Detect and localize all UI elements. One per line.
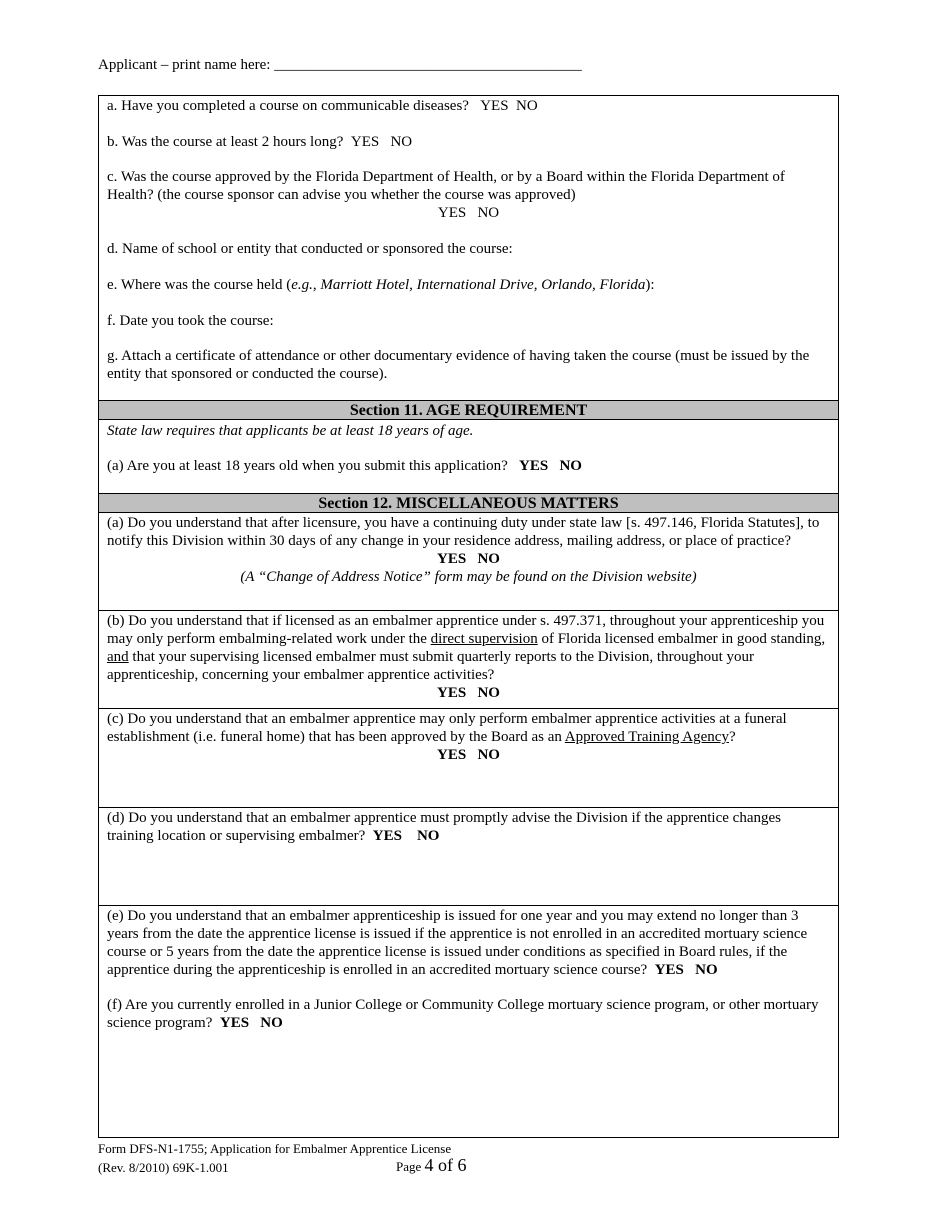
change-of-address-note: (A “Change of Address Notice” form may be found on the Division website) (240, 569, 697, 585)
section-11-question-a: (a) Are you at least 18 years old when you submit this application? YES NO (107, 458, 582, 474)
divider (99, 708, 838, 709)
course-question-g: g. Attach a certificate of attendance or other documentary evidence of having taken the course (must be issued by the entity that sponsored or conducted the course). (107, 348, 810, 382)
s12f-yes[interactable]: YES (219, 1015, 250, 1031)
divider (99, 610, 838, 611)
s12e-yes[interactable]: YES (654, 962, 684, 978)
section-12-question-a: (a) Do you understand that after licensure, you have a continuing duty under state law [s. 497.146, Florida Statutes], to notify this Division within 30 days of any change in your residence address, mailing address, or place of practice? YES NO (A “Change of Address Notice” form may be found on the Division website) (107, 514, 830, 586)
s12e-no[interactable]: NO (695, 962, 718, 978)
course-question-b: b. Was the course at least 2 hours long? YES NO (107, 134, 413, 150)
footer-page-number: Page 4 of 6 (396, 1155, 467, 1175)
age-yes[interactable]: YES (519, 458, 549, 474)
s12b-yes[interactable]: YES (437, 685, 467, 701)
section-12-header: Section 12. MISCELLANEOUS MATTERS (99, 493, 838, 513)
course-a-yes[interactable]: YES (480, 98, 509, 114)
section-12-question-c: (c) Do you understand that an embalmer apprentice may only perform embalmer apprentice activities at a funeral establishment (i.e. funeral home) that has been approved by the Board as an Approved Training Agency? YES NO (107, 711, 787, 763)
footer-revision: (Rev. 8/2010) 69K-1.001 (98, 1160, 229, 1175)
applicant-name-line[interactable]: Applicant – print name here: _________________________________________ (98, 57, 582, 73)
course-question-c: c. Was the course approved by the Florida Department of Health, or by a Board within the Florida Department of Health? (the course sponsor can advise you whether the course was approved) YES NO (107, 169, 785, 221)
s12b-no[interactable]: NO (477, 685, 500, 701)
form-frame (98, 95, 839, 1138)
course-b-yes[interactable]: YES (350, 134, 380, 150)
section-12-question-e: (e) Do you understand that an embalmer apprenticeship is issued for one year and you may extend no longer than 3 years from the date the apprentice license is issued if the apprentice is not enrolled in an accredited mortuary science course or 5 years from the date the apprentice license is issued under conditions as specified in Board rules, if the apprentice during the apprenticeship is enrolled in an accredited mortuary science course? YES NO (107, 908, 808, 978)
s12f-no[interactable]: NO (260, 1015, 283, 1031)
s12a-no[interactable]: NO (477, 551, 500, 567)
course-c-yes[interactable]: YES (437, 205, 467, 221)
age-no[interactable]: NO (559, 458, 582, 474)
course-question-f: f. Date you took the course: (107, 313, 274, 329)
section-12-question-f: (f) Are you currently enrolled in a Junior College or Community College mortuary science program, or other mortuary science program? YES NO (107, 997, 819, 1031)
s12a-yes[interactable]: YES (437, 551, 467, 567)
s12d-yes[interactable]: YES (372, 828, 402, 844)
s12c-yes[interactable]: YES (437, 747, 467, 763)
section-12-question-d: (d) Do you understand that an embalmer apprentice must promptly advise the Division if the apprentice changes training location or supervising embalmer? YES NO (107, 810, 781, 844)
course-a-no[interactable]: NO (516, 98, 538, 114)
course-question-d: d. Name of school or entity that conducted or sponsored the course: (107, 241, 513, 257)
divider (99, 807, 838, 808)
s12d-no[interactable]: NO (416, 828, 440, 844)
section-11-header: Section 11. AGE REQUIREMENT (99, 400, 838, 420)
section-12-question-b: (b) Do you understand that if licensed as an embalmer apprentice under s. 497.371, throughout your apprenticeship you may only perform embalming-related work under the direct supervision of Florida licensed embalmer in good standing, and that your supervising licensed embalmer must submit quarterly reports to the Division, throughout your apprenticeship, concerning your embalmer apprentice activities? YES NO (107, 613, 826, 701)
s12c-no[interactable]: NO (477, 747, 500, 763)
course-c-no[interactable]: NO (477, 205, 500, 221)
section-11-note: State law requires that applicants be at least 18 years of age. (107, 423, 474, 439)
course-b-no[interactable]: NO (390, 134, 413, 150)
footer-form-id: Form DFS-N1-1755; Application for Embalmer Apprentice License (98, 1141, 452, 1156)
course-question-e: e. Where was the course held (e.g., Marriott Hotel, International Drive, Orlando, Florida): (107, 277, 655, 293)
course-question-a: a. Have you completed a course on communicable diseases? YES NO (107, 98, 538, 114)
divider (99, 905, 838, 906)
